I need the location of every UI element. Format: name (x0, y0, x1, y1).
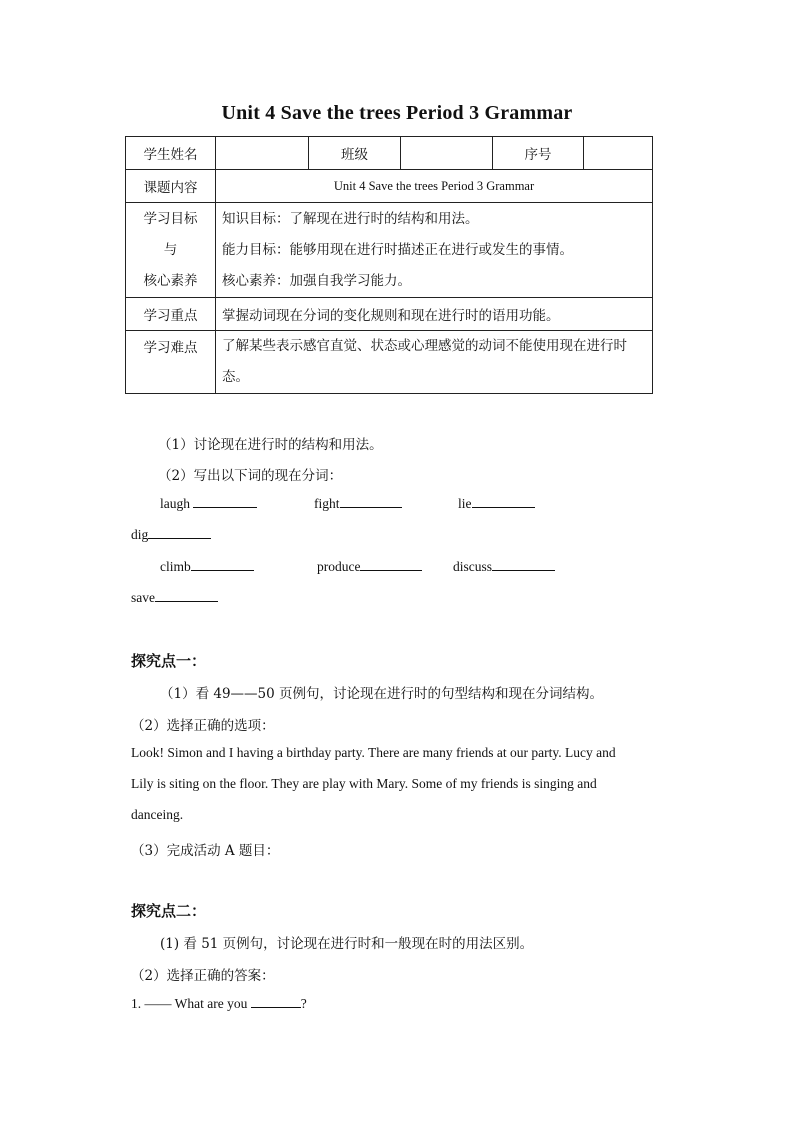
word-save (131, 589, 218, 606)
goal-label (126, 203, 216, 298)
answer-blank[interactable] (193, 495, 257, 508)
section-1-item-1: （1）看 49——50 页例句，讨论现在进行时的句型结构和现在分词结构。 (160, 686, 604, 702)
answer-blank[interactable] (148, 526, 211, 539)
answer-blank[interactable] (191, 558, 254, 571)
focus-label: 学习重点 (126, 298, 216, 331)
section-2-heading: 探究点二： (131, 902, 207, 920)
word-climb (160, 558, 254, 575)
core-goal: 核心素养：加强自我学习能力。 (222, 272, 411, 289)
answer-blank[interactable] (472, 495, 535, 508)
word-produce (317, 558, 422, 575)
pre-item-2: （2）写出以下词的现在分词： (158, 468, 343, 484)
answer-blank[interactable] (155, 589, 218, 602)
focus-value: 掌握动词现在分词的变化规则和现在进行时的语用功能。 (216, 298, 653, 331)
section-2-item-2: （2）选择正确的答案： (131, 968, 275, 984)
class-cell[interactable] (401, 137, 493, 170)
question-1 (131, 995, 307, 1012)
answer-blank[interactable] (251, 995, 301, 1008)
word-label: fight (314, 496, 340, 511)
passage-line: Look! Simon and I having a birthday party. There are many friends at our party. Lucy and (131, 745, 616, 760)
word-dig (131, 526, 211, 543)
word-fight (314, 495, 402, 512)
question-mark: ? (300, 996, 307, 1011)
question-text: 1. —— What are you (131, 996, 251, 1011)
word-discuss (453, 558, 555, 575)
passage-line: Lily is siting on the floor. They are play with Mary. Some of my friends is singing and (131, 776, 597, 791)
seq-label: 序号 (493, 137, 584, 170)
student-name-cell[interactable] (216, 137, 309, 170)
pre-item-1: （1）讨论现在进行时的结构和用法。 (158, 437, 383, 453)
passage-line: danceing. (131, 807, 184, 822)
goal-label-line: 与 (163, 241, 178, 258)
seq-cell[interactable] (584, 137, 653, 170)
word-label: climb (160, 559, 191, 574)
ability-goal: 能力目标：能够用现在进行时描述正在进行或发生的事情。 (222, 241, 573, 258)
word-label: produce (317, 559, 361, 574)
difficulty-value: 了解某些表示感官直觉、状态或心理感觉的动词不能使用现在进行时态。 (216, 331, 653, 394)
answer-blank[interactable] (492, 558, 555, 571)
page-title: Unit 4 Save the trees Period 3 Grammar (221, 102, 573, 124)
answer-blank[interactable] (360, 558, 422, 571)
section-1-item-2: （2）选择正确的选项： (131, 718, 275, 734)
word-label: lie (458, 496, 472, 511)
word-label: laugh (160, 496, 194, 511)
student-name-label: 学生姓名 (126, 137, 216, 170)
topic-value: Unit 4 Save the trees Period 3 Grammar (216, 170, 653, 203)
word-label: save (131, 590, 155, 605)
topic-label: 课题内容 (126, 170, 216, 203)
word-laugh (160, 495, 257, 512)
knowledge-goal: 知识目标：了解现在进行时的结构和用法。 (222, 210, 479, 227)
section-1-item-3: （3）完成活动 A 题目： (131, 843, 280, 859)
word-lie (458, 495, 535, 512)
goal-values (216, 203, 653, 298)
goal-label-line: 核心素养 (143, 272, 198, 289)
goal-label-line: 学习目标 (143, 210, 198, 227)
word-label: discuss (453, 559, 493, 574)
difficulty-label: 学习难点 (126, 331, 216, 394)
class-label: 班级 (309, 137, 401, 170)
lesson-info-table (125, 136, 653, 394)
answer-blank[interactable] (340, 495, 402, 508)
section-2-item-1: (1) 看 51 页例句，讨论现在进行时和一般现在时的用法区别。 (160, 936, 534, 952)
section-1-heading: 探究点一： (131, 652, 207, 670)
word-label: dig (131, 527, 149, 542)
